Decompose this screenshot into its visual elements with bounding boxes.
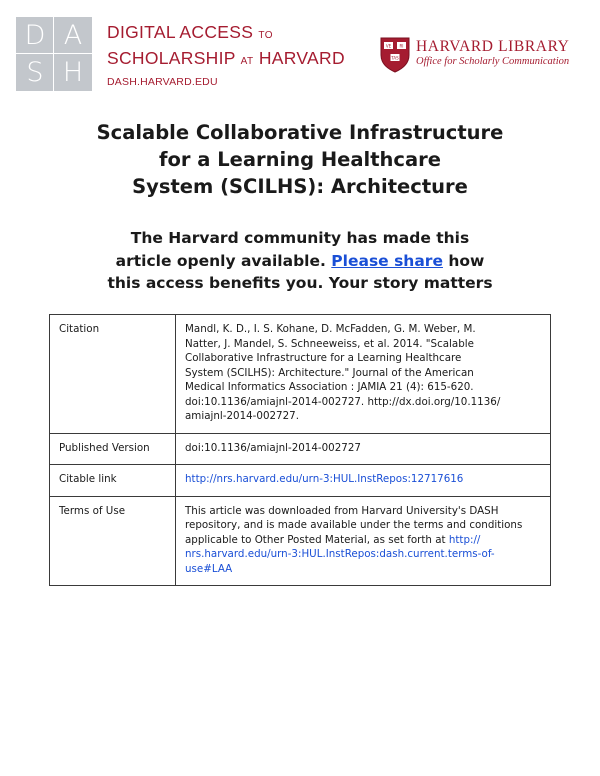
- citable-link[interactable]: http://nrs.harvard.edu/urn-3:HUL.InstRepos:12717616: [185, 473, 464, 485]
- dash-wordmark-line2: SCHOLARSHIP AT HARVARD: [107, 48, 345, 68]
- citation-line: Medical Informatics Association : JAMIA 21 (4): 615-620.: [185, 381, 474, 393]
- title-line: Scalable Collaborative Infrastructure: [96, 121, 504, 144]
- terms-line: repository, and is made available under the terms and conditions: [185, 519, 523, 531]
- shield-book-text: RI: [399, 43, 404, 49]
- citation-line: System (SCILHS): Architecture." Journal of the American: [185, 366, 474, 379]
- harvard-shield-icon: [380, 37, 410, 73]
- terms-of-use-link[interactable]: use#LAA: [185, 562, 233, 575]
- citation-line: Mandl, K. D., I. S. Kohane, D. McFadden, G. M. Weber, M.: [185, 323, 476, 335]
- title-line: System (SCILHS): Architecture: [132, 175, 468, 198]
- citation-line: doi:10.1136/amiajnl-2014-002727. http://dx.doi.org/10.1136/: [185, 395, 501, 408]
- notice-line: article openly available. Please share how: [115, 251, 485, 270]
- terms-of-use-link[interactable]: http://: [448, 533, 481, 546]
- terms-of-use-value: [176, 496, 551, 586]
- metadata-table: [49, 314, 551, 586]
- harvard-library-office: Office for Scholarly Communication: [416, 56, 570, 67]
- table-row-terms-of-use: [50, 496, 551, 586]
- published-version-label: Published Version: [50, 433, 176, 465]
- table-row-citable-link: [50, 465, 551, 497]
- harvard-library-name: HARVARD LIBRARY: [416, 38, 570, 55]
- shield-book-text: VE: [385, 43, 392, 49]
- citation-line: Collaborative Infrastructure for a Learning Healthcare: [185, 352, 462, 364]
- citation-value: [176, 315, 551, 434]
- dash-logo-letter: A: [63, 20, 83, 51]
- dash-logo: [16, 17, 92, 91]
- citation-line: amiajnl-2014-002727.: [185, 410, 299, 422]
- shield-book-text: TAS: [391, 55, 399, 61]
- notice-line: this access benefits you. Your story matters: [107, 274, 493, 292]
- table-row-citation: [50, 315, 551, 434]
- notice-line: The Harvard community has made this: [130, 229, 470, 247]
- dash-logo-letter: H: [62, 57, 84, 88]
- harvard-library-wordmark: [416, 38, 569, 69]
- title-line: for a Learning Healthcare: [158, 148, 441, 171]
- access-notice: [0, 227, 600, 295]
- citable-link-label: Citable link: [50, 465, 176, 497]
- dash-wordmark-line1: DIGITAL ACCESS TO: [107, 22, 274, 42]
- citation-line: Natter, J. Mandel, S. Schneeweiss, et al. 2014. "Scalable: [185, 337, 474, 350]
- citable-link-cell: [176, 465, 551, 497]
- dash-url: DASH.HARVARD.EDU: [107, 76, 218, 88]
- citation-label: Citation: [50, 315, 176, 434]
- dash-logo-letter: D: [24, 20, 46, 51]
- dash-wordmark: [107, 21, 345, 90]
- terms-line: [185, 547, 541, 562]
- article-title: [0, 119, 600, 200]
- terms-line: [185, 562, 541, 577]
- dash-logo-letter: S: [26, 57, 44, 88]
- please-share-link[interactable]: Please share: [331, 251, 443, 270]
- terms-of-use-link[interactable]: nrs.harvard.edu/urn-3:HUL.InstRepos:dash.current.terms-of-: [185, 548, 495, 560]
- terms-of-use-label: Terms of Use: [50, 496, 176, 586]
- terms-line: This article was downloaded from Harvard University's DASH: [185, 504, 499, 517]
- terms-line: applicable to Other Posted Material, as set forth at http://: [185, 533, 481, 546]
- published-version-value: doi:10.1136/amiajnl-2014-002727: [176, 433, 551, 465]
- table-row-published-version: [50, 433, 551, 465]
